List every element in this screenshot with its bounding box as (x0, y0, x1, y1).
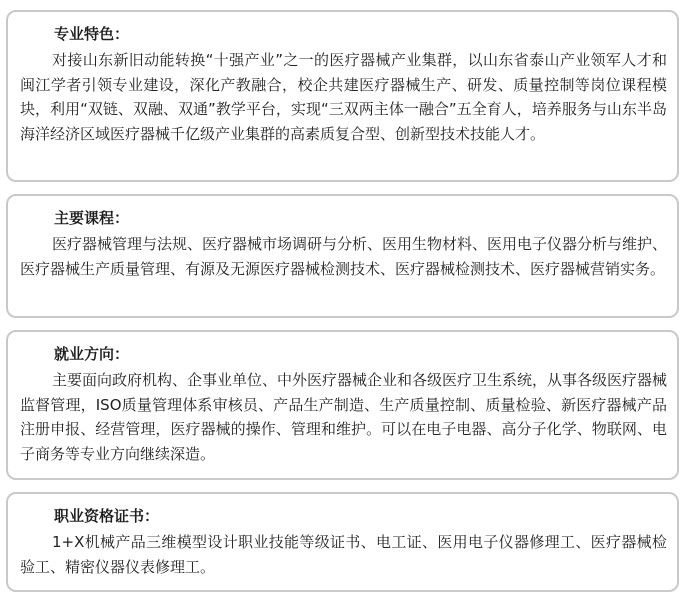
section-body-courses: 医疗器械管理与法规、医疗器械市场调研与分析、医用生物材料、医用电子仪器分析与维护、医疗器械生产质量管理、有源及无源医疗器械检测技术、医疗器械检测技术、医疗器械营销实务。 (20, 235, 668, 278)
section-title-employment: 就业方向： (54, 345, 130, 363)
section-title-features: 专业特色： (54, 25, 130, 43)
section-card-certificates (6, 492, 679, 592)
section-card-courses (6, 194, 679, 318)
section-card-features (6, 10, 679, 182)
section-title-certificates: 职业资格证书： (54, 507, 160, 525)
section-body-features: 对接山东新旧动能转换“十强产业”之一的医疗器械产业集群，以山东省泰山产业领军人才和闽江学者引领专业建设，深化产教融合，校企共建医疗器械生产、研发、质量控制等岗位课程模块，利用“双链、双融、双通”教学平台，实现“三双两主体一融合”五全育人，培养服务与山东半岛海洋经济区域医疗器械千亿级产业集群的高素质复合型、创新型技术技能人才。 (20, 51, 667, 143)
section-body-employment: 主要面向政府机构、企事业单位、中外医疗器械企业和各级医疗卫生系统，从事各级医疗器械监督管理，ISO质量管理体系审核员、产品生产制造、生产质量控制、质量检验、新医疗器械产品注册申报、经营管理，医疗器械的操作、管理和维护。可以在电子电器、高分子化学、物联网、电子商务等专业方向继续深造。 (20, 371, 668, 463)
section-card-employment (6, 330, 679, 480)
section-body-certificates: 1+X机械产品三维模型设计职业技能等级证书、电工证、医用电子仪器修理工、医疗器械检验工、精密仪器仪表修理工。 (20, 533, 667, 576)
section-title-courses: 主要课程： (54, 209, 130, 227)
